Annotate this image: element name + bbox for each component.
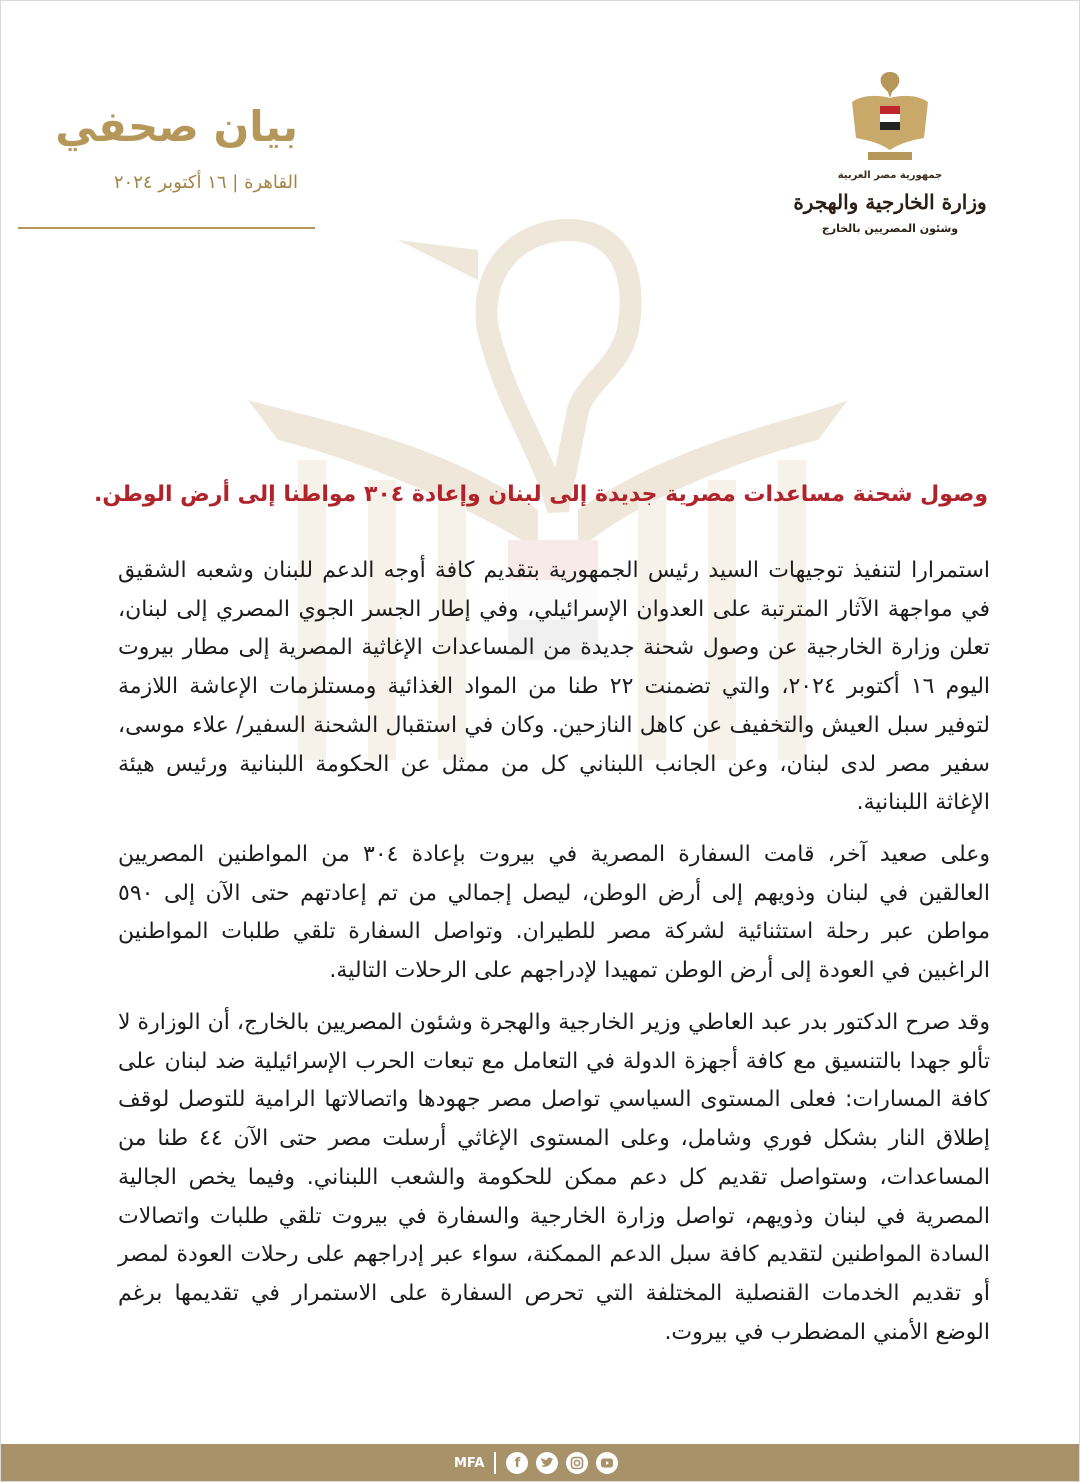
instagram-icon[interactable] xyxy=(566,1452,588,1474)
facebook-icon[interactable]: f xyxy=(506,1452,528,1474)
headline: وصول شحنة مساعدات مصرية جديدة إلى لبنان وإعادة ٣٠٤ مواطنا إلى أرض الوطن. xyxy=(94,482,988,507)
title-divider xyxy=(18,227,315,229)
twitter-icon[interactable] xyxy=(536,1452,558,1474)
ministry-logo xyxy=(770,68,1010,258)
footer-divider xyxy=(494,1452,496,1474)
body-paragraph: استمرارا لتنفيذ توجيهات السيد رئيس الجمهورية بتقديم كافة أوجه الدعم للبنان وشعبه الشقيق في مواجهة الآثار المترتبة على العدوان الإسرائيلي، وفي إطار الجسر الجوي المصري إلى لبنان، تعلن وزارة الخارجية عن وصول شحنة جديدة من المساعدات الإغاثية المصرية إلى مطار بيروت اليوم ١٦ أكتوبر ٢٠٢٤، والتي تضمنت ٢٢ طنا من المواد الغذائية ومستلزمات الإعاشة اللازمة لتوفير سبل العيش والتخفيف عن كاهل النازحين. وكان في استقبال الشحنة السفير/ علاء موسى، سفير مصر لدى لبنان، وعن الجانب اللبناني كل من ممثل عن الحكومة اللبنانية ورئيس هيئة الإغاثة اللبنانية. xyxy=(118,558,991,816)
youtube-icon[interactable] xyxy=(596,1452,618,1474)
body-paragraph: وقد صرح الدكتور بدر عبد العاطي وزير الخارجية والهجرة وشئون المصريين بالخارج، أن الوزارة لا تألو جهدا بالتنسيق مع كافة أجهزة الدولة في التعامل مع تبعات الحرب الإسرائيلية ضد لبنان على كافة المسارات: فعلى المستوى السياسي تواصل مصر جهودها واتصالاتها الرامية للتوصل لوقف إطلاق النار بشكل فوري وشامل، وعلى المستوى الإغاثي أرسلت مصر حتى الآن ٤٤ طنا من المساعدات، وستواصل تقديم كل دعم ممكن للحكومة والشعب اللبناني. وفيما يخص الجالية المصرية في لبنان وذويهم، تواصل وزارة الخارجية والسفارة في بيروت تلقي طلبات واتصالات السادة المواطنين لتقديم كافة سبل الدعم الممكنة، سواء عبر إدراجهم على رحلات العودة لمصر أو تقديم الخدمات القنصلية المختلفة التي تحرص السفارة على الاستمرار في تقديمها برغم الوضع الأمني المضطرب في بيروت. xyxy=(118,1010,991,1345)
eagle-emblem-icon xyxy=(850,68,930,164)
logo-ministry-text: وزارة الخارجية والهجرة xyxy=(793,190,987,214)
footer-bar xyxy=(0,1444,1080,1482)
page-title: بيان صحفي xyxy=(55,102,298,151)
footer-label: MFA xyxy=(454,1455,485,1471)
press-release-page xyxy=(18,10,1062,1478)
logo-subtitle-text: وشئون المصريين بالخارج xyxy=(821,222,959,235)
body-paragraph: وعلى صعيد آخر، قامت السفارة المصرية في بيروت بإعادة ٣٠٤ من المواطنين المصريين العالقين في لبنان وذويهم إلى أرض الوطن، ليصل إجمالي من تم إعادتهم حتى الآن إلى ٥٩٠ مواطن عبر رحلة استثنائية لشركة مصر للطيران. وتواصل السفارة تلقي طلبات المواطنين الراغبين في العودة إلى أرض الوطن تمهيدا لإدراجهم على الرحلات التالية. xyxy=(118,842,990,984)
place-date: القاهرة | ١٦ أكتوبر ٢٠٢٤ xyxy=(113,172,298,193)
logo-country-text: جمهورية مصر العربية xyxy=(837,170,943,181)
